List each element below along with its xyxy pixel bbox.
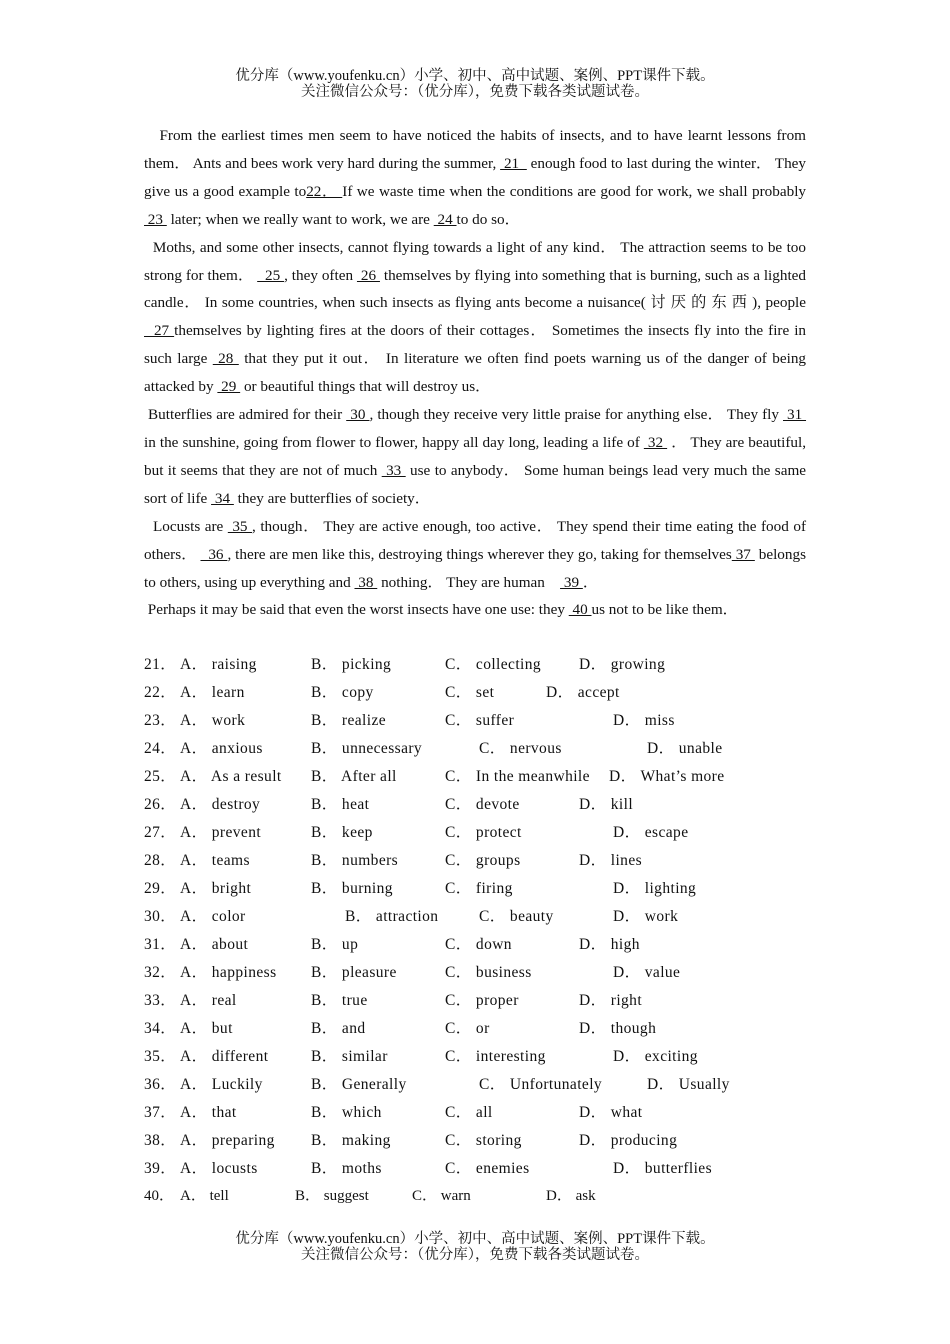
paragraph-5 <box>144 596 806 624</box>
option-c: C． collecting <box>445 656 542 673</box>
option-b: B． unnecessary <box>311 740 423 757</box>
option-b: B． burning <box>311 880 393 897</box>
option-d: D． value <box>613 964 681 981</box>
passage-text: enough food to last during the winter． They give us a good example to <box>144 154 807 200</box>
option-b: B． attraction <box>345 908 439 925</box>
option-c: C． firing <box>445 880 513 897</box>
option-c: C． storing <box>445 1132 522 1149</box>
option-a: A． destroy <box>180 796 261 813</box>
option-c: C． all <box>445 1104 493 1121</box>
option-b: B． picking <box>311 656 392 673</box>
paragraph-2 <box>144 234 806 401</box>
option-b: B． which <box>311 1104 382 1121</box>
passage-text: Perhaps it may be said that even the worst insects have one use: they <box>144 601 569 619</box>
option-b: B． After all <box>311 768 397 785</box>
passage-text: they are butterflies of society． <box>233 489 430 507</box>
option-c: C． warn <box>412 1188 471 1204</box>
option-c: C． business <box>445 964 532 981</box>
option-c: C． interesting <box>445 1048 546 1065</box>
option-a: A． about <box>180 936 249 953</box>
option-d: D． high <box>579 936 640 953</box>
option-d: D． growing <box>579 656 666 673</box>
option-c: C． down <box>445 936 512 953</box>
option-d: D． lines <box>579 852 643 869</box>
blank-21: 21 <box>500 154 527 172</box>
option-a: A． preparing <box>180 1132 275 1149</box>
option-d: D． what <box>579 1104 643 1121</box>
blank-24: 24 <box>433 210 457 228</box>
passage-text: or beautiful things that will destroy us． <box>240 378 491 396</box>
option-b: B． making <box>311 1132 391 1149</box>
option-b: B． realize <box>311 712 387 729</box>
option-c: C． suffer <box>445 712 515 729</box>
blank-40: 40 <box>568 601 592 619</box>
option-a: A． real <box>180 992 237 1009</box>
option-a: A． As a result <box>180 768 282 785</box>
question-number: 33． <box>144 992 177 1009</box>
option-a: A． raising <box>180 656 257 673</box>
option-a: A． bright <box>180 880 252 897</box>
option-a: A． that <box>180 1104 237 1121</box>
paragraph-3 <box>144 401 806 513</box>
option-c: C． beauty <box>479 908 554 925</box>
question-number: 34． <box>144 1020 177 1037</box>
passage-text: to do so． <box>456 210 520 228</box>
passage-text: Butterflies are admired for their <box>144 406 347 424</box>
option-c: C． or <box>445 1020 490 1037</box>
blank-31: 31 <box>783 406 807 424</box>
page-footer <box>0 1231 950 1263</box>
option-d: D． miss <box>613 712 675 729</box>
option-a: A． learn <box>180 684 245 701</box>
paragraph-1 <box>144 122 806 234</box>
question-number: 37． <box>144 1104 177 1121</box>
option-c: C． devote <box>445 796 520 813</box>
option-c: C． In the meanwhile <box>445 768 590 785</box>
blank-39: 39 <box>560 573 583 591</box>
footer-line-1: 优分库（www.youfenku.cn）小学、初中、高中试题、案例、PPT课件下载。 <box>235 1231 715 1247</box>
option-b: B． moths <box>311 1160 382 1177</box>
option-d: D． producing <box>579 1132 678 1149</box>
option-c: C． enemies <box>445 1160 530 1177</box>
passage-text: nothing． They are human <box>377 573 561 591</box>
option-d: D． unable <box>647 740 723 757</box>
option-a: A． tell <box>180 1188 229 1204</box>
question-number: 27． <box>144 824 177 841</box>
blank-22: 22． <box>306 182 343 200</box>
blank-23: 23 <box>144 210 167 228</box>
option-d: D． though <box>579 1020 657 1037</box>
question-number: 25． <box>144 768 177 785</box>
blank-32: 32 <box>643 433 668 451</box>
question-number: 29． <box>144 880 177 897</box>
option-c: C． Unfortunately <box>479 1076 603 1093</box>
option-d: D． accept <box>546 684 620 701</box>
blank-27: 27 <box>144 322 175 340</box>
passage-text: belongs to others, using up everything and <box>144 545 806 591</box>
option-d: D． exciting <box>613 1048 698 1065</box>
passage-text: use to anybody． Some human beings lead very much the same sort of life <box>144 461 807 507</box>
paragraph-4 <box>144 513 806 597</box>
question-number: 39． <box>144 1160 177 1177</box>
question-number: 28． <box>144 852 177 869</box>
option-a: A． locusts <box>180 1160 258 1177</box>
passage-text: , though they receive very little praise for anything else． They fly <box>369 406 783 424</box>
blank-38: 38 <box>354 573 378 591</box>
option-a: A． but <box>180 1020 233 1037</box>
passage-text: in the sunshine, going from flower to flower, happy all day long, leading a life of <box>144 433 644 451</box>
passage-text: themselves by flying into something that is burning, such as a lighted candle． In some countries, when such insects as flying ants become a nuisance( 讨 厌 的 东 西 ), people <box>144 266 807 312</box>
passage-text: Locusts are <box>144 517 228 535</box>
option-a: A． different <box>180 1048 269 1065</box>
question-number: 36． <box>144 1076 177 1093</box>
option-d: D． Usually <box>647 1076 730 1093</box>
question-number: 32． <box>144 964 177 981</box>
option-d: D． ask <box>546 1188 596 1204</box>
blank-34: 34 <box>211 489 234 507</box>
option-b: B． numbers <box>311 852 399 869</box>
blank-30: 30 <box>346 406 370 424</box>
option-b: B． suggest <box>295 1188 369 1204</box>
passage-text: that they put it out． In literature we often find poets warning us of the danger of being attacked by <box>144 350 807 396</box>
passage-text: From the earliest times men seem to have noticed the habits of insects, and to have learnt lessons from them． Ants and bees work very hard during the summer, <box>144 127 806 172</box>
option-b: B． similar <box>311 1048 388 1065</box>
option-c: C． protect <box>445 824 522 841</box>
passage-text: , though． They are active enough, too active． They spend their time eating the food of others． <box>144 517 806 563</box>
option-a: A． anxious <box>180 740 263 757</box>
option-a: A． happiness <box>180 964 277 981</box>
header-line-2: 关注微信公众号：（优分库），免费下载各类试题试卷。 <box>301 84 649 100</box>
option-a: A． color <box>180 908 246 925</box>
blank-28: 28 <box>212 350 239 368</box>
question-number: 23． <box>144 712 177 729</box>
blank-37: 37 <box>731 545 755 563</box>
passage-text: If we waste time when the conditions are good for work, we shall probably <box>342 182 807 200</box>
option-c: C． nervous <box>479 740 562 757</box>
question-number: 31． <box>144 936 177 953</box>
blank-35: 35 <box>227 517 253 535</box>
header-line-1: 优分库（www.youfenku.cn）小学、初中、高中试题、案例、PPT课件下载。 <box>235 68 715 84</box>
question-number: 30． <box>144 908 177 925</box>
footer-line-2: 关注微信公众号：（优分库），免费下载各类试题试卷。 <box>301 1247 649 1263</box>
passage-text: Moths, and some other insects, cannot flying towards a light of any kind． The attraction seems to be too strong for them． <box>144 238 806 284</box>
option-b: B． up <box>311 936 359 953</box>
blank-26: 26 <box>356 266 380 284</box>
question-number: 40． <box>144 1188 175 1204</box>
option-d: D． What’s more <box>609 768 725 785</box>
question-number: 26． <box>144 796 177 813</box>
passage-text: themselves by lighting fires at the doors of their cottages． Sometimes the insects fly into the fire in such large <box>144 322 807 368</box>
passage-text: , they often <box>284 266 357 284</box>
option-d: D． work <box>613 908 679 925</box>
cloze-passage <box>144 122 806 624</box>
option-c: C． groups <box>445 852 521 869</box>
option-b: B． copy <box>311 684 374 701</box>
passage-text: , there are men like this, destroying things wherever they go, taking for themselves <box>227 545 732 563</box>
blank-33: 33 <box>381 461 406 479</box>
question-number: 22． <box>144 684 177 701</box>
option-c: C． set <box>445 684 495 701</box>
question-number: 24． <box>144 740 177 757</box>
option-b: B． true <box>311 992 368 1009</box>
option-b: B． and <box>311 1020 366 1037</box>
passage-text: ． <box>582 573 599 591</box>
question-number: 21． <box>144 656 177 673</box>
page-header <box>0 68 950 100</box>
blank-29: 29 <box>217 378 241 396</box>
option-c: C． proper <box>445 992 519 1009</box>
blank-36: 36 <box>200 545 228 563</box>
passage-text: us not to be like them． <box>591 601 738 619</box>
question-number: 35． <box>144 1048 177 1065</box>
option-a: A． prevent <box>180 824 262 841</box>
blank-25: 25 <box>257 266 285 284</box>
option-a: A． teams <box>180 852 250 869</box>
option-b: B． Generally <box>311 1076 407 1093</box>
option-b: B． pleasure <box>311 964 397 981</box>
option-d: D． right <box>579 992 643 1009</box>
option-b: B． keep <box>311 824 373 841</box>
option-d: D． butterflies <box>613 1160 713 1177</box>
question-number: 38． <box>144 1132 177 1149</box>
option-d: D． lighting <box>613 880 697 897</box>
option-d: D． escape <box>613 824 689 841</box>
option-b: B． heat <box>311 796 370 813</box>
option-d: D． kill <box>579 796 634 813</box>
option-a: A． Luckily <box>180 1076 263 1093</box>
passage-text: ． They are beautiful, but it seems that they are not of much <box>144 433 807 479</box>
passage-text: later; when we really want to work, we are <box>166 210 434 228</box>
option-a: A． work <box>180 712 246 729</box>
